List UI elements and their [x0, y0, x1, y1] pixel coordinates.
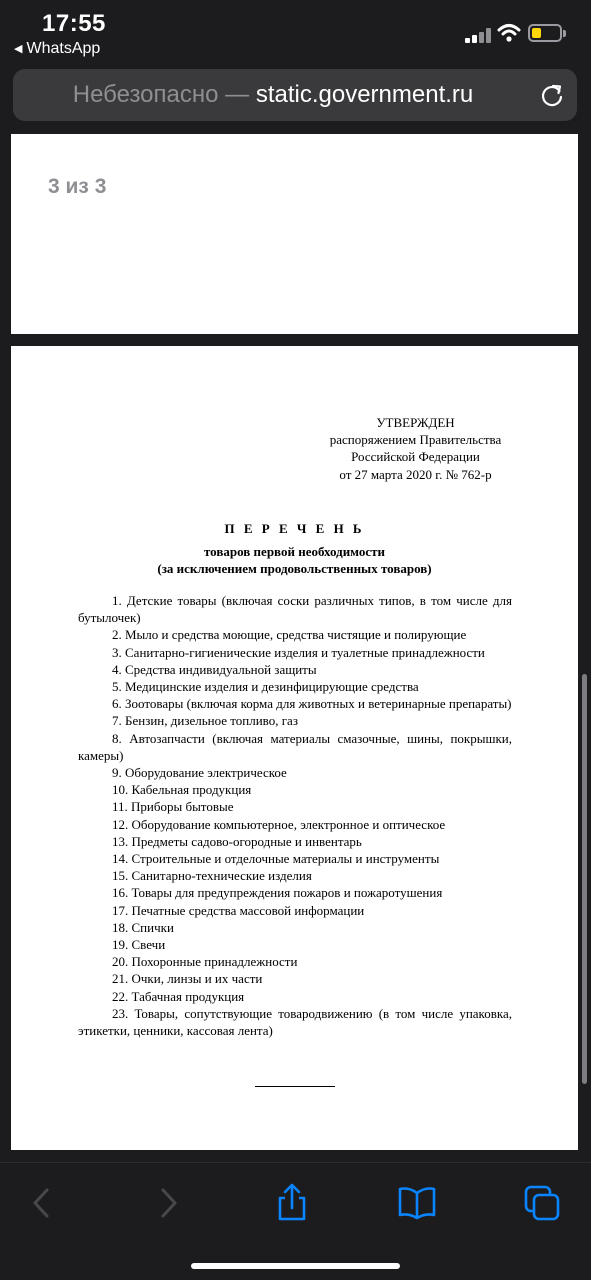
list-item: 2. Мыло и средства моющие, средства чистящие и полирующие — [112, 627, 467, 643]
insecure-label: Небезопасно — — [72, 81, 250, 108]
url-domain: static.government.ru — [255, 81, 474, 108]
list-item: 9. Оборудование электрическое — [112, 765, 287, 781]
approval-line: Российской Федерации — [351, 449, 480, 465]
reload-icon[interactable] — [539, 82, 565, 108]
pdf-viewer[interactable] — [0, 134, 591, 1162]
address-bar[interactable] — [13, 69, 577, 121]
approval-line: распоряжением Правительства — [329, 432, 502, 448]
home-indicator[interactable] — [191, 1263, 400, 1269]
wifi-icon — [497, 23, 521, 43]
list-item: 20. Похоронные принадлежности — [112, 954, 298, 970]
back-app-label: WhatsApp — [26, 40, 101, 57]
status-time: 17:55 — [42, 10, 106, 37]
pdf-page-previous — [11, 134, 578, 334]
tabs-icon[interactable] — [520, 1181, 564, 1225]
list-item: 5. Медицинские изделия и дезинфицирующие средства — [112, 679, 419, 695]
list-item: 6. Зоотовары (включая корма для животных и ветеринарные препараты) — [112, 696, 512, 712]
list-item: 18. Спички — [112, 919, 174, 935]
list-item: 3. Санитарно-гигиенические изделия и туалетные принадлежности — [112, 644, 485, 660]
list-item: 14. Строительные и отделочные материалы и инструменты — [112, 851, 440, 867]
list-item: 12. Оборудование компьютерное, электронное и оптическое — [112, 816, 446, 832]
list-item: 8. Автозапчасти (включая материалы смазочные, шины, покрышки, камеры) — [78, 730, 512, 763]
list-item: 13. Предметы садово-огородные и инвентарь — [112, 833, 362, 849]
list-item: 7. Бензин, дизельное топливо, газ — [112, 713, 298, 729]
list-item: 15. Санитарно-технические изделия — [112, 868, 312, 884]
subtitle-line: товаров первой необходимости — [203, 544, 386, 559]
list-item: 21. Очки, линзы и их части — [112, 971, 263, 987]
list-item: 11. Приборы бытовые — [112, 799, 234, 815]
url-text[interactable] — [13, 69, 533, 121]
share-icon[interactable] — [270, 1181, 314, 1225]
list-item: 16. Товары для предупреждения пожаров и пожаротушения — [112, 885, 443, 901]
back-to-app-link[interactable] — [14, 40, 100, 58]
approval-line: УТВЕРЖДЕН — [376, 415, 455, 430]
scrollbar[interactable] — [582, 674, 587, 1084]
document-heading: П Е Р Е Ч Е Н Ь — [224, 521, 365, 536]
battery-nub — [563, 30, 566, 37]
list-item: 19. Свечи — [112, 937, 166, 953]
subtitle-line: (за исключением продовольственных товаров) — [157, 561, 432, 577]
list-item: 17. Печатные средства массовой информации — [112, 902, 365, 918]
closing-divider — [255, 1086, 335, 1087]
goods-list — [78, 592, 512, 1039]
forward-icon[interactable] — [146, 1181, 190, 1225]
list-item: 4. Средства индивидуальной защиты — [112, 661, 317, 677]
list-item: 10. Кабельная продукция — [112, 782, 252, 798]
status-bar — [0, 0, 591, 64]
back-triangle-icon: ◀ — [14, 43, 23, 55]
back-icon[interactable] — [20, 1181, 64, 1225]
cellular-signal-icon — [465, 27, 493, 43]
battery-icon — [528, 24, 562, 42]
page-indicator: 3 из 3 — [48, 175, 107, 198]
document-subtitle — [11, 543, 578, 577]
bookmarks-icon[interactable] — [395, 1181, 439, 1225]
approval-block — [323, 414, 508, 483]
approval-line: от 27 марта 2020 г. № 762-р — [339, 466, 492, 482]
list-item: 23. Товары, сопутствующие товародвижению (в том числе упаковка, этикетки, ценники, кассовая лента) — [78, 1005, 512, 1039]
list-item: 22. Табачная продукция — [112, 988, 245, 1004]
pdf-page-current — [11, 346, 578, 1150]
list-item: 1. Детские товары (включая соски различных типов, в том числе для бутылочек) — [78, 593, 512, 626]
